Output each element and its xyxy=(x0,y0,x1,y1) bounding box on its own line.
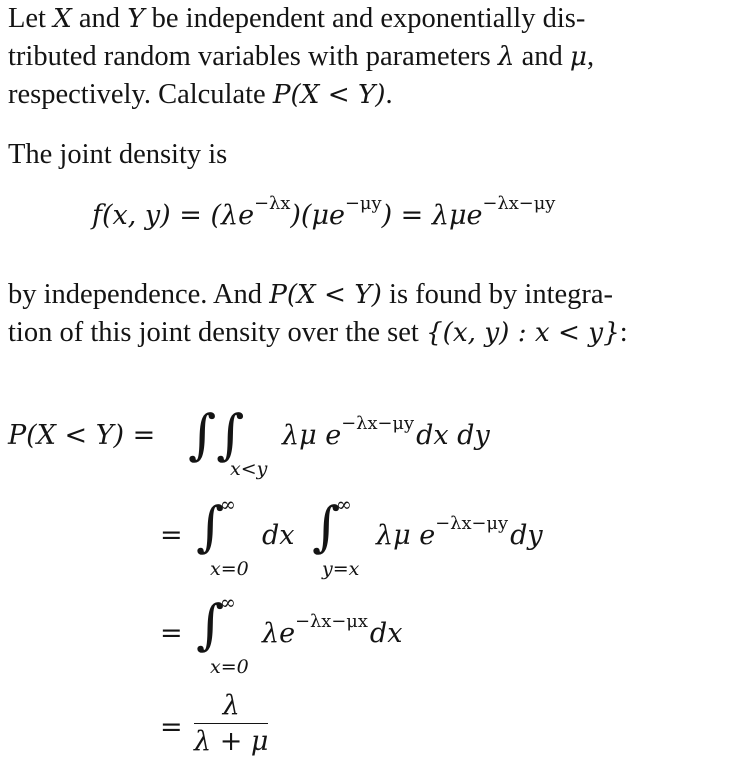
explanation-prob: P(X < Y) xyxy=(269,280,382,310)
text-line2: tributed random variables with parameters xyxy=(8,41,498,72)
text-let: Let xyxy=(8,3,54,34)
problem-statement xyxy=(8,0,732,114)
param-lambda: λ xyxy=(497,42,515,72)
explanation-line-2 xyxy=(8,314,732,352)
fraction-denominator: λ + μ xyxy=(194,726,269,757)
step3-exp: −λx−μx xyxy=(295,610,368,632)
result-fraction xyxy=(194,690,268,757)
step1-body: λμ e xyxy=(282,420,342,451)
explanation-text-3: tion of this joint density over the set xyxy=(8,317,426,348)
var-y: Y xyxy=(127,4,145,34)
integral-x-lower xyxy=(210,558,249,580)
step2-equals xyxy=(160,520,183,551)
integral-sign-x: ∫ xyxy=(196,495,225,558)
upper-inf-1: ∞ xyxy=(220,494,236,516)
integral-sign-y: ∫ xyxy=(312,495,341,558)
integral-3-lower xyxy=(210,656,249,678)
upper-inf-2: ∞ xyxy=(336,494,352,516)
joint-eq-exp1: −λx xyxy=(254,192,291,214)
joint-eq-mid: )(μe xyxy=(290,200,345,231)
step2-exp: −λx−μy xyxy=(435,512,509,534)
var-x: X xyxy=(53,4,72,34)
text-and: and xyxy=(71,3,128,34)
prob-expression: P(X < Y) xyxy=(272,80,386,110)
set-expression: {(x, y) : x < y} xyxy=(425,318,620,348)
text-period: . xyxy=(385,79,393,110)
double-integral-sign: ∫∫ xyxy=(188,403,245,466)
step2-body: λμ e xyxy=(376,520,436,551)
equals-4: = xyxy=(160,712,183,743)
integral-y-upper xyxy=(336,494,352,516)
lower-yx: y=x xyxy=(322,558,360,580)
text-line3: respectively. Calculate xyxy=(8,79,273,110)
step3-equals xyxy=(160,618,183,649)
integral-sign-3: ∫ xyxy=(196,593,225,656)
text-and-2: and xyxy=(514,41,570,72)
fraction-numerator: λ xyxy=(194,690,268,724)
double-integral-region xyxy=(230,458,267,480)
lower-x0-3: x=0 xyxy=(210,656,249,678)
text-comma: , xyxy=(586,41,595,72)
step3-integrand xyxy=(262,610,403,649)
explanation-text-1: by independence. And xyxy=(8,279,270,310)
param-mu: μ xyxy=(569,42,587,72)
joint-intro xyxy=(8,136,732,174)
joint-eq-exp3: −λx−μy xyxy=(482,192,556,214)
joint-eq-mid2: ) = λμe xyxy=(381,200,483,231)
step2-tail: dy xyxy=(510,520,543,551)
step1-tail: dx dy xyxy=(416,420,490,451)
integral-x-upper xyxy=(220,494,236,516)
step1-exp: −λx−μy xyxy=(341,412,415,434)
lower-x0: x=0 xyxy=(210,558,249,580)
joint-eq-lhs: f(x, y) = (λe xyxy=(92,200,255,231)
integral-3-upper xyxy=(220,592,236,614)
explanation xyxy=(8,276,732,352)
equals-2: = xyxy=(160,520,183,551)
equals-3: = xyxy=(160,618,183,649)
problem-line-3 xyxy=(8,76,732,114)
step3-body: λe xyxy=(262,618,296,649)
problem-line-2 xyxy=(8,38,732,76)
region-label: x<y xyxy=(230,458,268,480)
upper-inf-3: ∞ xyxy=(220,592,236,614)
step4-equals xyxy=(160,712,183,743)
joint-intro-text: The joint density is xyxy=(8,139,228,170)
joint-density-equation xyxy=(92,192,556,231)
explanation-text-2: is found by integra- xyxy=(381,279,614,310)
derivation-lhs-text: P(X < Y) = xyxy=(8,420,156,451)
step3-tail: dx xyxy=(369,618,403,649)
step2-integrand xyxy=(376,512,543,551)
joint-eq-exp2: −μy xyxy=(344,192,382,214)
derivation-lhs xyxy=(8,420,155,451)
dx-2: dx xyxy=(262,520,295,551)
step2-dx xyxy=(262,520,295,551)
integral-y-lower xyxy=(322,558,359,580)
text-line1: be independent and exponentially dis- xyxy=(144,3,586,34)
problem-line-1 xyxy=(8,0,732,38)
step1-integrand xyxy=(282,412,490,451)
explanation-line-1 xyxy=(8,276,732,314)
explanation-colon: : xyxy=(619,317,628,348)
